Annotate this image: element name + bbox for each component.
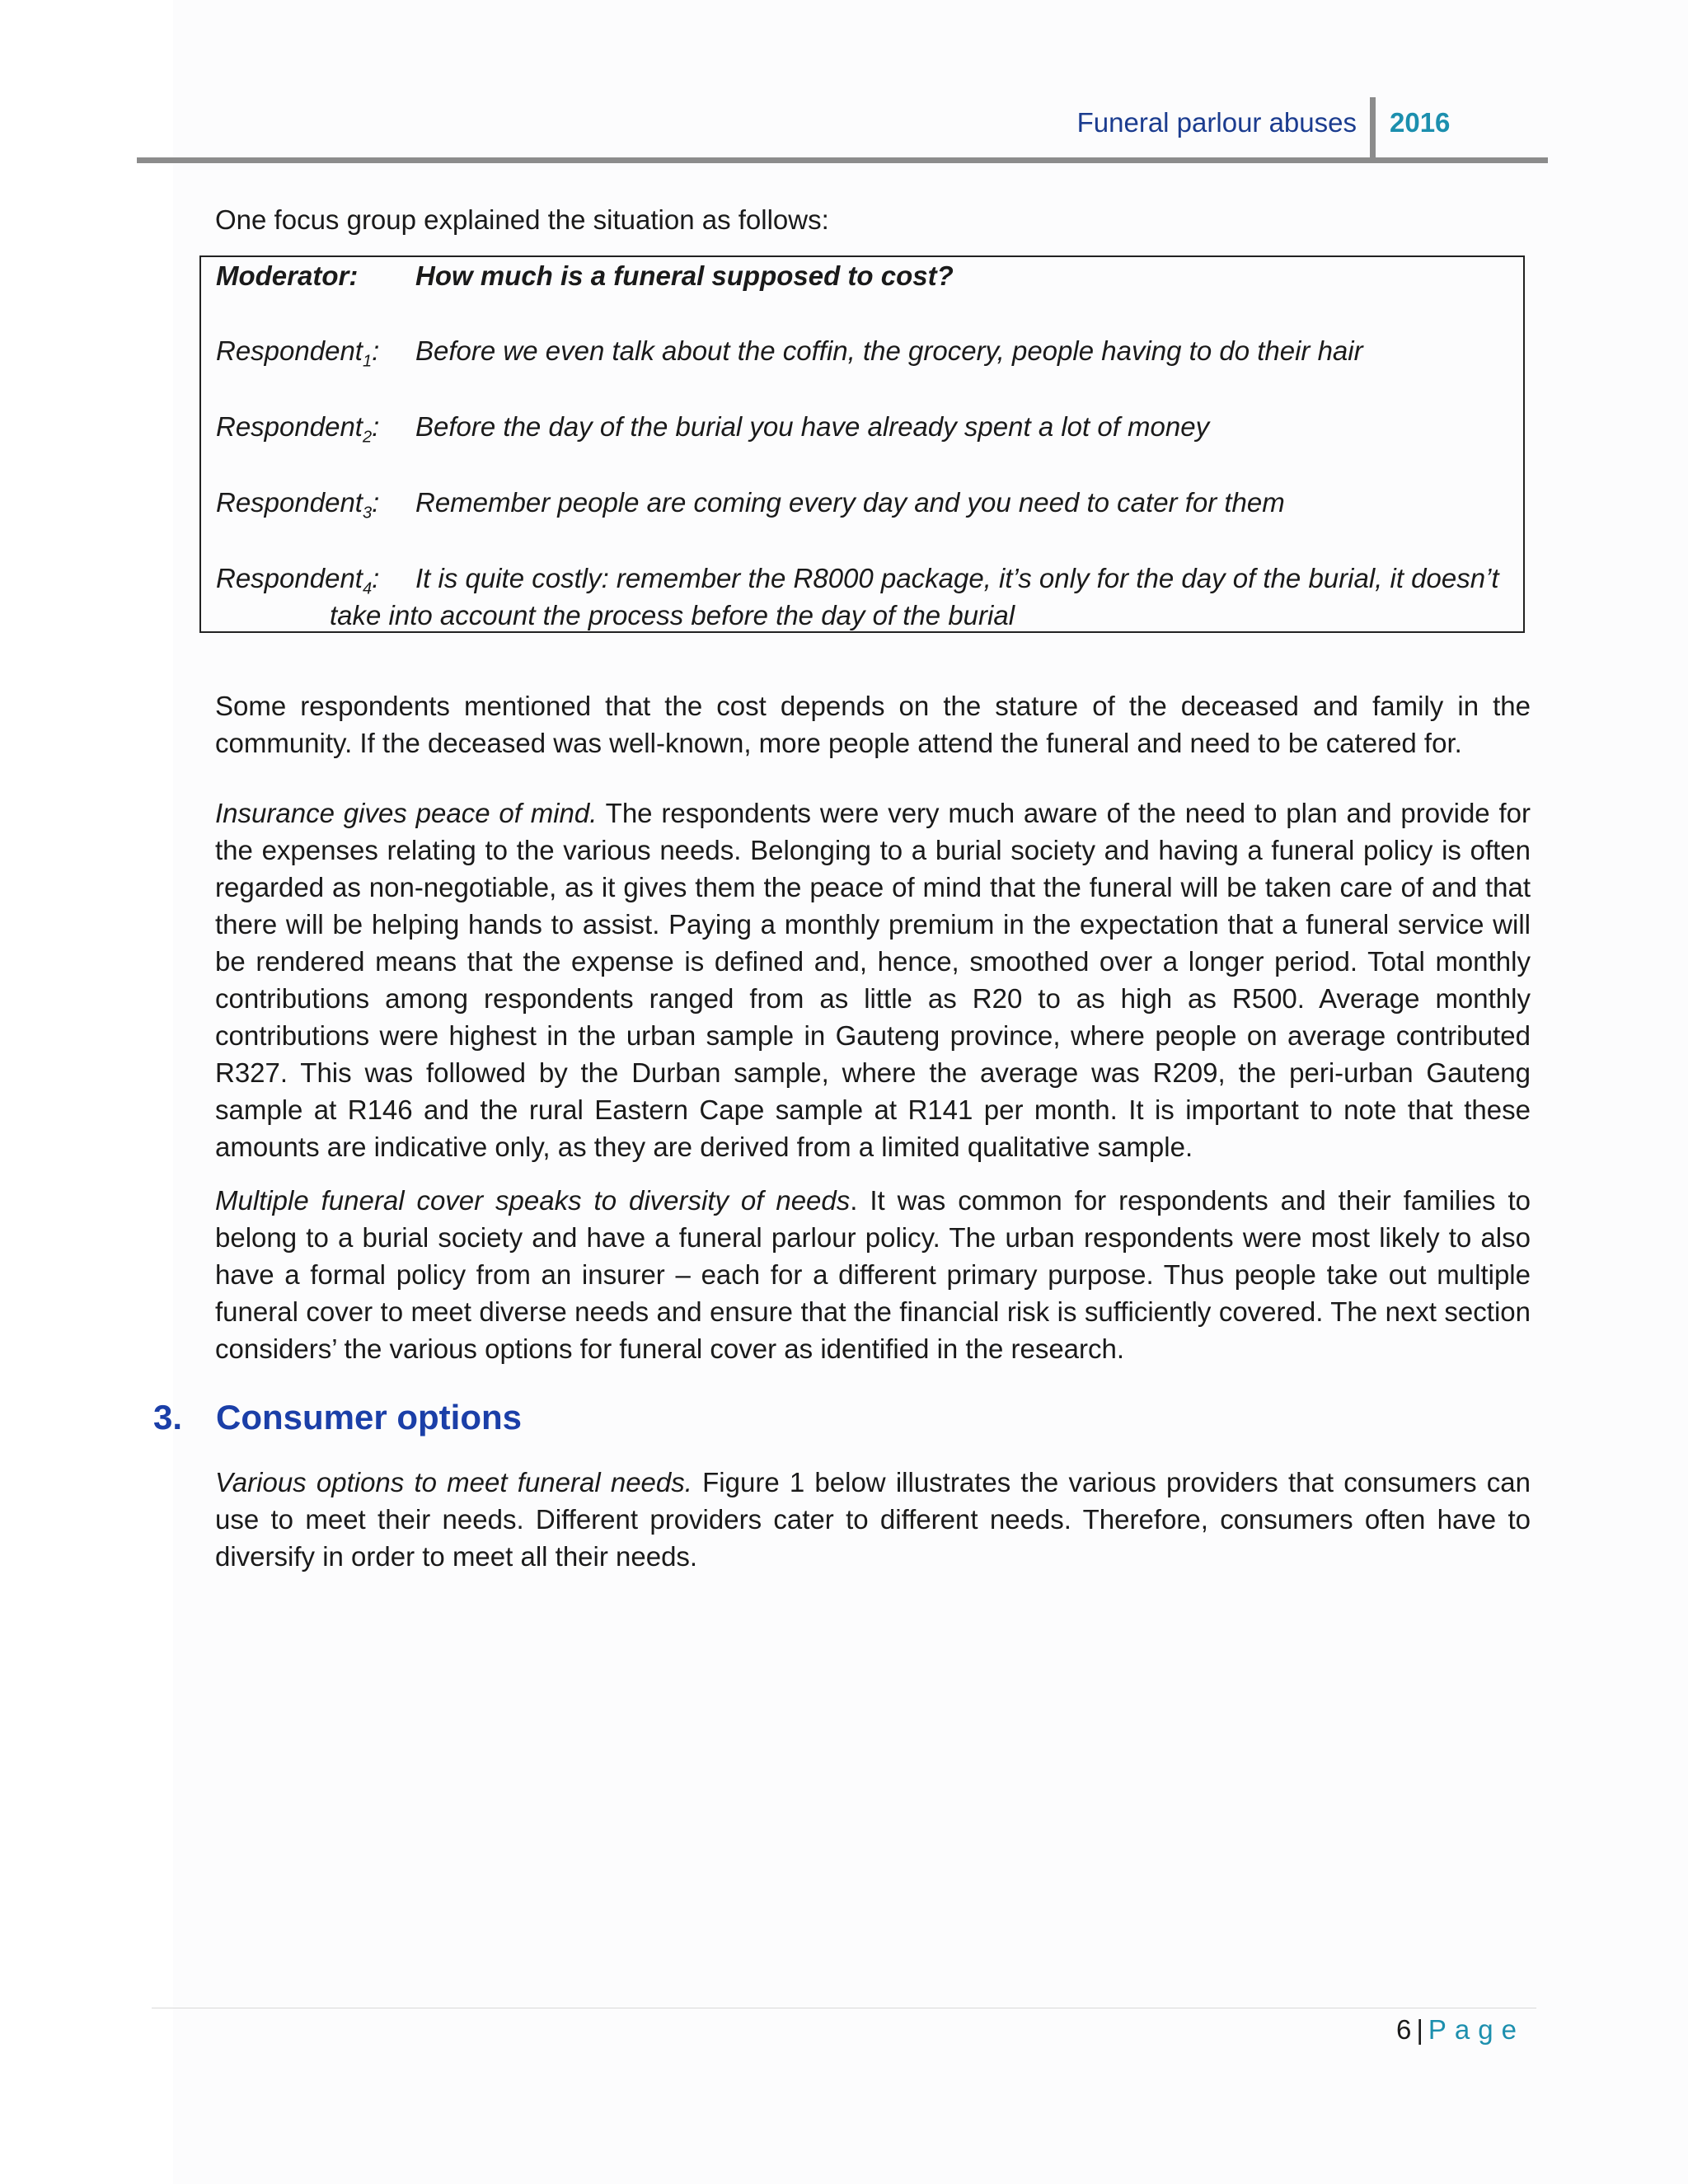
document-title: Funeral parlour abuses xyxy=(1076,107,1357,138)
dialogue-text: How much is a funeral supposed to cost? xyxy=(415,260,954,291)
dialogue-text-continued: take into account the process before the day of the burial xyxy=(330,600,1015,630)
page-header xyxy=(137,97,1548,163)
focus-group-quote-box xyxy=(199,255,1525,633)
dialogue-text: Remember people are coming every day and you need to cater for them xyxy=(415,487,1285,518)
consumer-options-body: Figure 1 below illustrates the various providers that consumers can use to meet their needs. Different providers cater to different needs. Therefore, consumers often have to diversify in order to meet all their needs. xyxy=(215,1467,1531,1572)
speaker-label: Moderator: xyxy=(216,260,359,291)
multiple-cover-paragraph xyxy=(215,1182,1531,1367)
page-number-separator: | xyxy=(1416,2014,1423,2045)
speaker-label: Respondent$_4$: xyxy=(216,563,380,598)
page-label: Page xyxy=(1428,2014,1525,2045)
section-heading xyxy=(153,1398,522,1437)
speaker-label: Respondent$_1$: xyxy=(216,335,380,371)
page-number-value: 6 xyxy=(1395,2014,1412,2045)
insurance-lead: Insurance gives peace of mind. xyxy=(215,798,598,828)
multiple-cover-lead: Multiple funeral cover speaks to diversity of needs xyxy=(215,1185,851,1216)
section-number: 3. xyxy=(153,1398,183,1436)
intro-text: One focus group explained the situation as follows: xyxy=(215,204,829,235)
section-title: Consumer options xyxy=(216,1398,523,1436)
dialogue-text: Before the day of the burial you have already spent a lot of money xyxy=(415,411,1210,442)
header-rule xyxy=(137,157,1548,163)
insurance-paragraph xyxy=(215,794,1531,1165)
consumer-options-paragraph xyxy=(215,1464,1531,1575)
page-number xyxy=(1396,2014,1525,2046)
speaker-label: Respondent$_3$: xyxy=(216,487,380,523)
dialogue-text: Before we even talk about the coffin, the grocery, people having to do their hair xyxy=(415,335,1363,366)
insurance-body: The respondents were very much aware of the need to plan and provide for the expenses relating to the various needs. Belonging to a burial society and having a funeral policy is often regarded as non-negotiable, as it gives them the peace of mind that the funeral will be taken care of and that there will be helping hands to assist. Paying a monthly premium in the expectation that a funeral service will be rendered means that the expense is defined and, hence, smoothed over a longer period. Total monthly contributions among respondents ranged from as little as R20 to as high as R500. Average monthly contributions were highest in the urban sample in Gauteng province, where people on average contributed R327. This was followed by the Durban sample, where the average was R209, the peri-urban Gauteng sample at R146 and the rural Eastern Cape sample at R141 per month. It is important to note that these amounts are indicative only, as they are derived from a limited qualitative sample. xyxy=(215,798,1531,1162)
document-year: 2016 xyxy=(1390,107,1451,138)
header-separator xyxy=(1370,97,1376,163)
consumer-options-lead: Various options to meet funeral needs. xyxy=(215,1467,692,1497)
dialogue-text: It is quite costly: remember the R8000 package, it’s only for the day of the burial, it doesn’t xyxy=(415,563,1499,593)
stature-paragraph: Some respondents mentioned that the cost depends on the stature of the deceased and family in the community. If the deceased was well-known, more people attend the funeral and need to be catered for. xyxy=(215,691,1531,758)
multiple-cover-body: . It was common for respondents and their families to belong to a burial society and have a funeral parlour policy. The urban respondents were most likely to also have a formal policy from an insurer – each for a different primary purpose. Thus people take out multiple funeral cover to meet diverse needs and ensure that the financial risk is sufficiently covered. The next section considers’ the various options for funeral cover as identified in the research. xyxy=(215,1185,1531,1364)
speaker-label: Respondent$_2$: xyxy=(216,411,380,447)
